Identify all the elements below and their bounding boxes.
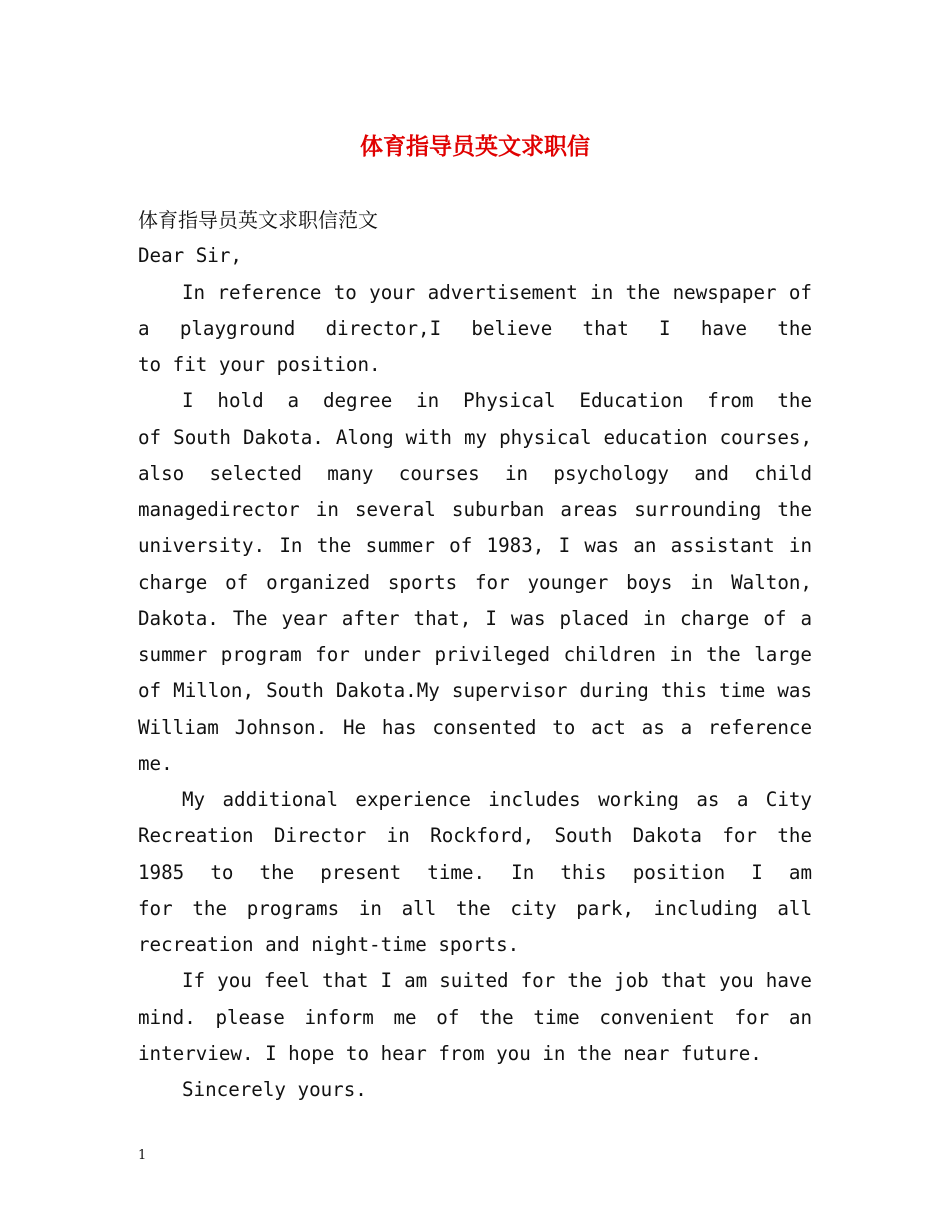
paragraph-line: If you feel that I am suited for the job that you have [182,969,812,993]
paragraph-4 [138,963,812,1072]
document-subtitle: 体育指导员英文求职信范文 [138,208,378,232]
paragraph-line: 1985 to the present time. In this position I am [138,860,812,884]
paragraph-line: charge of organized sports for younger boys in Walton, [138,570,812,594]
paragraph-line: Dakota. The year after that, I was placed in charge of a [138,606,812,630]
paragraph-line: university. In the summer of 1983, I was an assistant in [138,534,812,558]
document-title: 体育指导员英文求职信 [360,134,590,160]
paragraph-line: mind. please inform me of the time convenient for an [138,1005,812,1029]
paragraph-line: In reference to your advertisement in the newspaper of [182,280,812,304]
document-body [138,202,812,1108]
paragraph-3 [138,782,812,963]
paragraph-line: interview. I hope to hear from you in the near future. [138,1041,762,1065]
paragraph-line: Recreation Director in Rockford, South Dakota for the [138,824,812,848]
paragraph-line: William Johnson. He has consented to act as a reference [138,715,812,739]
paragraph-line: me. [138,751,173,775]
paragraph-line: also selected many courses in psychology and child [138,461,812,485]
paragraph-line: My additional experience includes working as a City [182,788,812,811]
paragraph-line: of Millon, South Dakota.My supervisor during this time was [138,679,812,703]
paragraph-1 [138,275,812,384]
paragraph-line: a playground director,I believe that I have the [138,316,812,340]
salutation: Dear Sir, [138,244,242,268]
paragraph-line: summer program for under privileged children in the large [138,643,812,666]
page-number: 1 [138,1148,147,1163]
paragraph-2 [138,383,812,782]
paragraph-line: for the programs in all the city park, including all [138,896,812,920]
paragraph-line: recreation and night-time sports. [138,933,520,956]
closing: Sincerely yours. [182,1078,367,1101]
paragraph-line: to fit your position. [138,353,381,376]
paragraph-line: of South Dakota. Along with my physical education courses, [138,425,812,449]
paragraph-line: managedirector in several suburban areas surrounding the [138,498,812,521]
paragraph-line: I hold a degree in Physical Education from the [182,389,812,413]
